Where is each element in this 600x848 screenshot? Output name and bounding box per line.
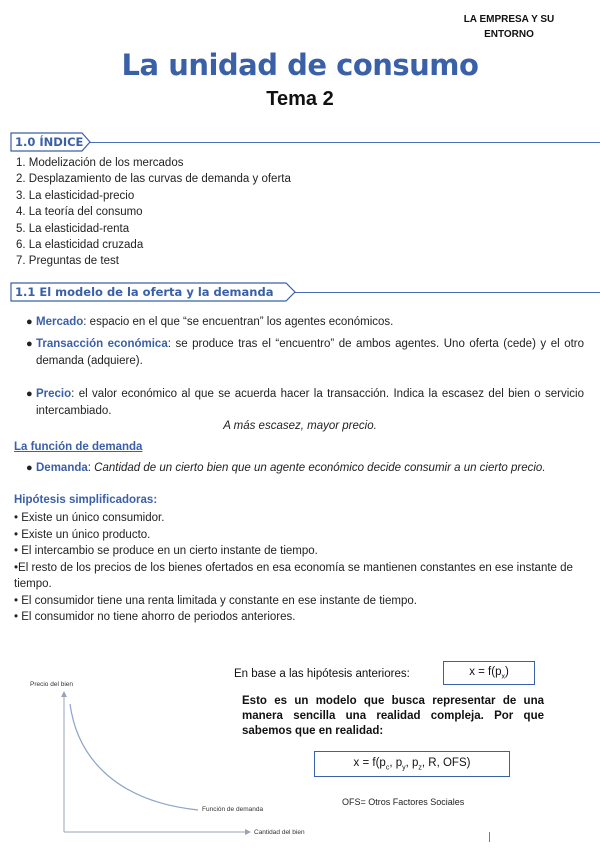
page-title: La unidad de consumo [121,48,479,82]
hypotheses-heading: Hipótesis simplificadoras: [14,494,158,506]
page-subtitle: Tema 2 [266,88,334,110]
hypothesis-item: • El consumidor tiene una renta limitada y constante en ese instante de tiempo. [14,594,417,607]
hypothesis-item: • Existe un único producto. [14,528,151,541]
demand-function-heading: La función de demanda [14,441,143,453]
model-intro: En base a las hipótesis anteriores: [234,668,410,680]
hypotheses-list [14,510,586,626]
bullet-dot: ● [26,338,33,350]
demanda-term: Demanda [36,462,88,474]
index-divider-line [70,142,600,143]
index-item: 7. Preguntas de test [16,255,119,268]
section-1-1-tag [10,282,287,302]
course-label [454,12,564,42]
course-label-line2: ENTORNO [484,29,534,40]
index-item: 5. La elasticidad-renta [16,222,130,235]
hypothesis-item: • Existe un único consumidor. [14,512,165,524]
hypothesis-item: •El resto de los precios de los bienes ofertados en esa economía se mantienen constantes en ese instante de tiempo. [14,561,573,590]
precio-definition: : el valor económico al que se acuerda hacer la transacción. Indica la escasez del bien o servicio intercambiado. [36,388,584,417]
mercado-definition: : espacio en el que “se encuentran” los agentes económicos. [83,316,394,328]
index-section-header [10,132,600,152]
section-1-1-header [10,282,600,302]
curve-label: Función de demanda [202,806,264,813]
precio-bullet [26,386,584,419]
index-item: 4. La teoría del consumo [16,206,143,219]
section-1-1-divider-line [295,292,600,293]
model-explanation: Esto es un modelo que busca representar de una manera sencilla una realidad compleja. Por que sabemos que en realidad: [242,695,544,737]
hypothesis-item: • El intercambio se produce en un cierto instante de tiempo. [14,545,318,557]
x-axis-label: Cantidad del bien [254,829,305,836]
index-item: 6. La elasticidad cruzada [16,239,144,252]
transaccion-bullet [26,336,584,369]
hypothesis-item: • El consumidor no tiene ahorro de periodos anteriores. [14,611,296,623]
demand-curve [70,704,198,810]
index-item: 2. Desplazamiento de las curvas de demanda y oferta [16,173,291,186]
section-1-1-tag-label: 1.1 El modelo de la oferta y la demanda [15,285,274,299]
bullet-dot: ● [26,316,33,328]
course-label-line1: LA EMPRESA Y SU [463,14,555,25]
index-item: 1. Modelización de los mercados [16,157,184,169]
formula-full-box: $x = f(p_c$, $p_y$, $p_z$, R, OFS) [314,751,510,777]
ofs-note: OFS= Otros Factores Sociales [342,797,465,807]
demanda-bullet: ● Demanda: Cantidad de un cierto bien que un agente económico decide consumir a un cierto precio. [26,460,584,477]
formula-simple-box: $x = f(p_x)$ [443,661,535,685]
precio-note: A más escasez, mayor precio. [223,420,377,432]
transaccion-definition: : se produce tras el “encuentro” de ambos agentes. Uno oferta (cede) y el otro demanda (adquiere). [36,338,585,367]
demanda-definition: Cantidad de un cierto bien que un agente económico decide consumir a un cierto precio. [94,462,546,474]
bullet-dot: ● [26,388,33,400]
index-tag-label: 1.0 ÍNDICE [15,135,84,149]
mercado-bullet [26,314,584,331]
mercado-term: Mercado [36,316,84,328]
bullet-dot: ● [26,462,33,474]
precio-term: Precio [36,388,72,400]
index-item: 3. La elasticidad-precio [16,189,135,202]
transaccion-term: Transacción económica [36,338,168,350]
index-list [16,155,291,270]
page-marker [489,832,490,842]
index-tag [10,132,97,152]
y-axis-label: Precio del bien [30,681,73,688]
